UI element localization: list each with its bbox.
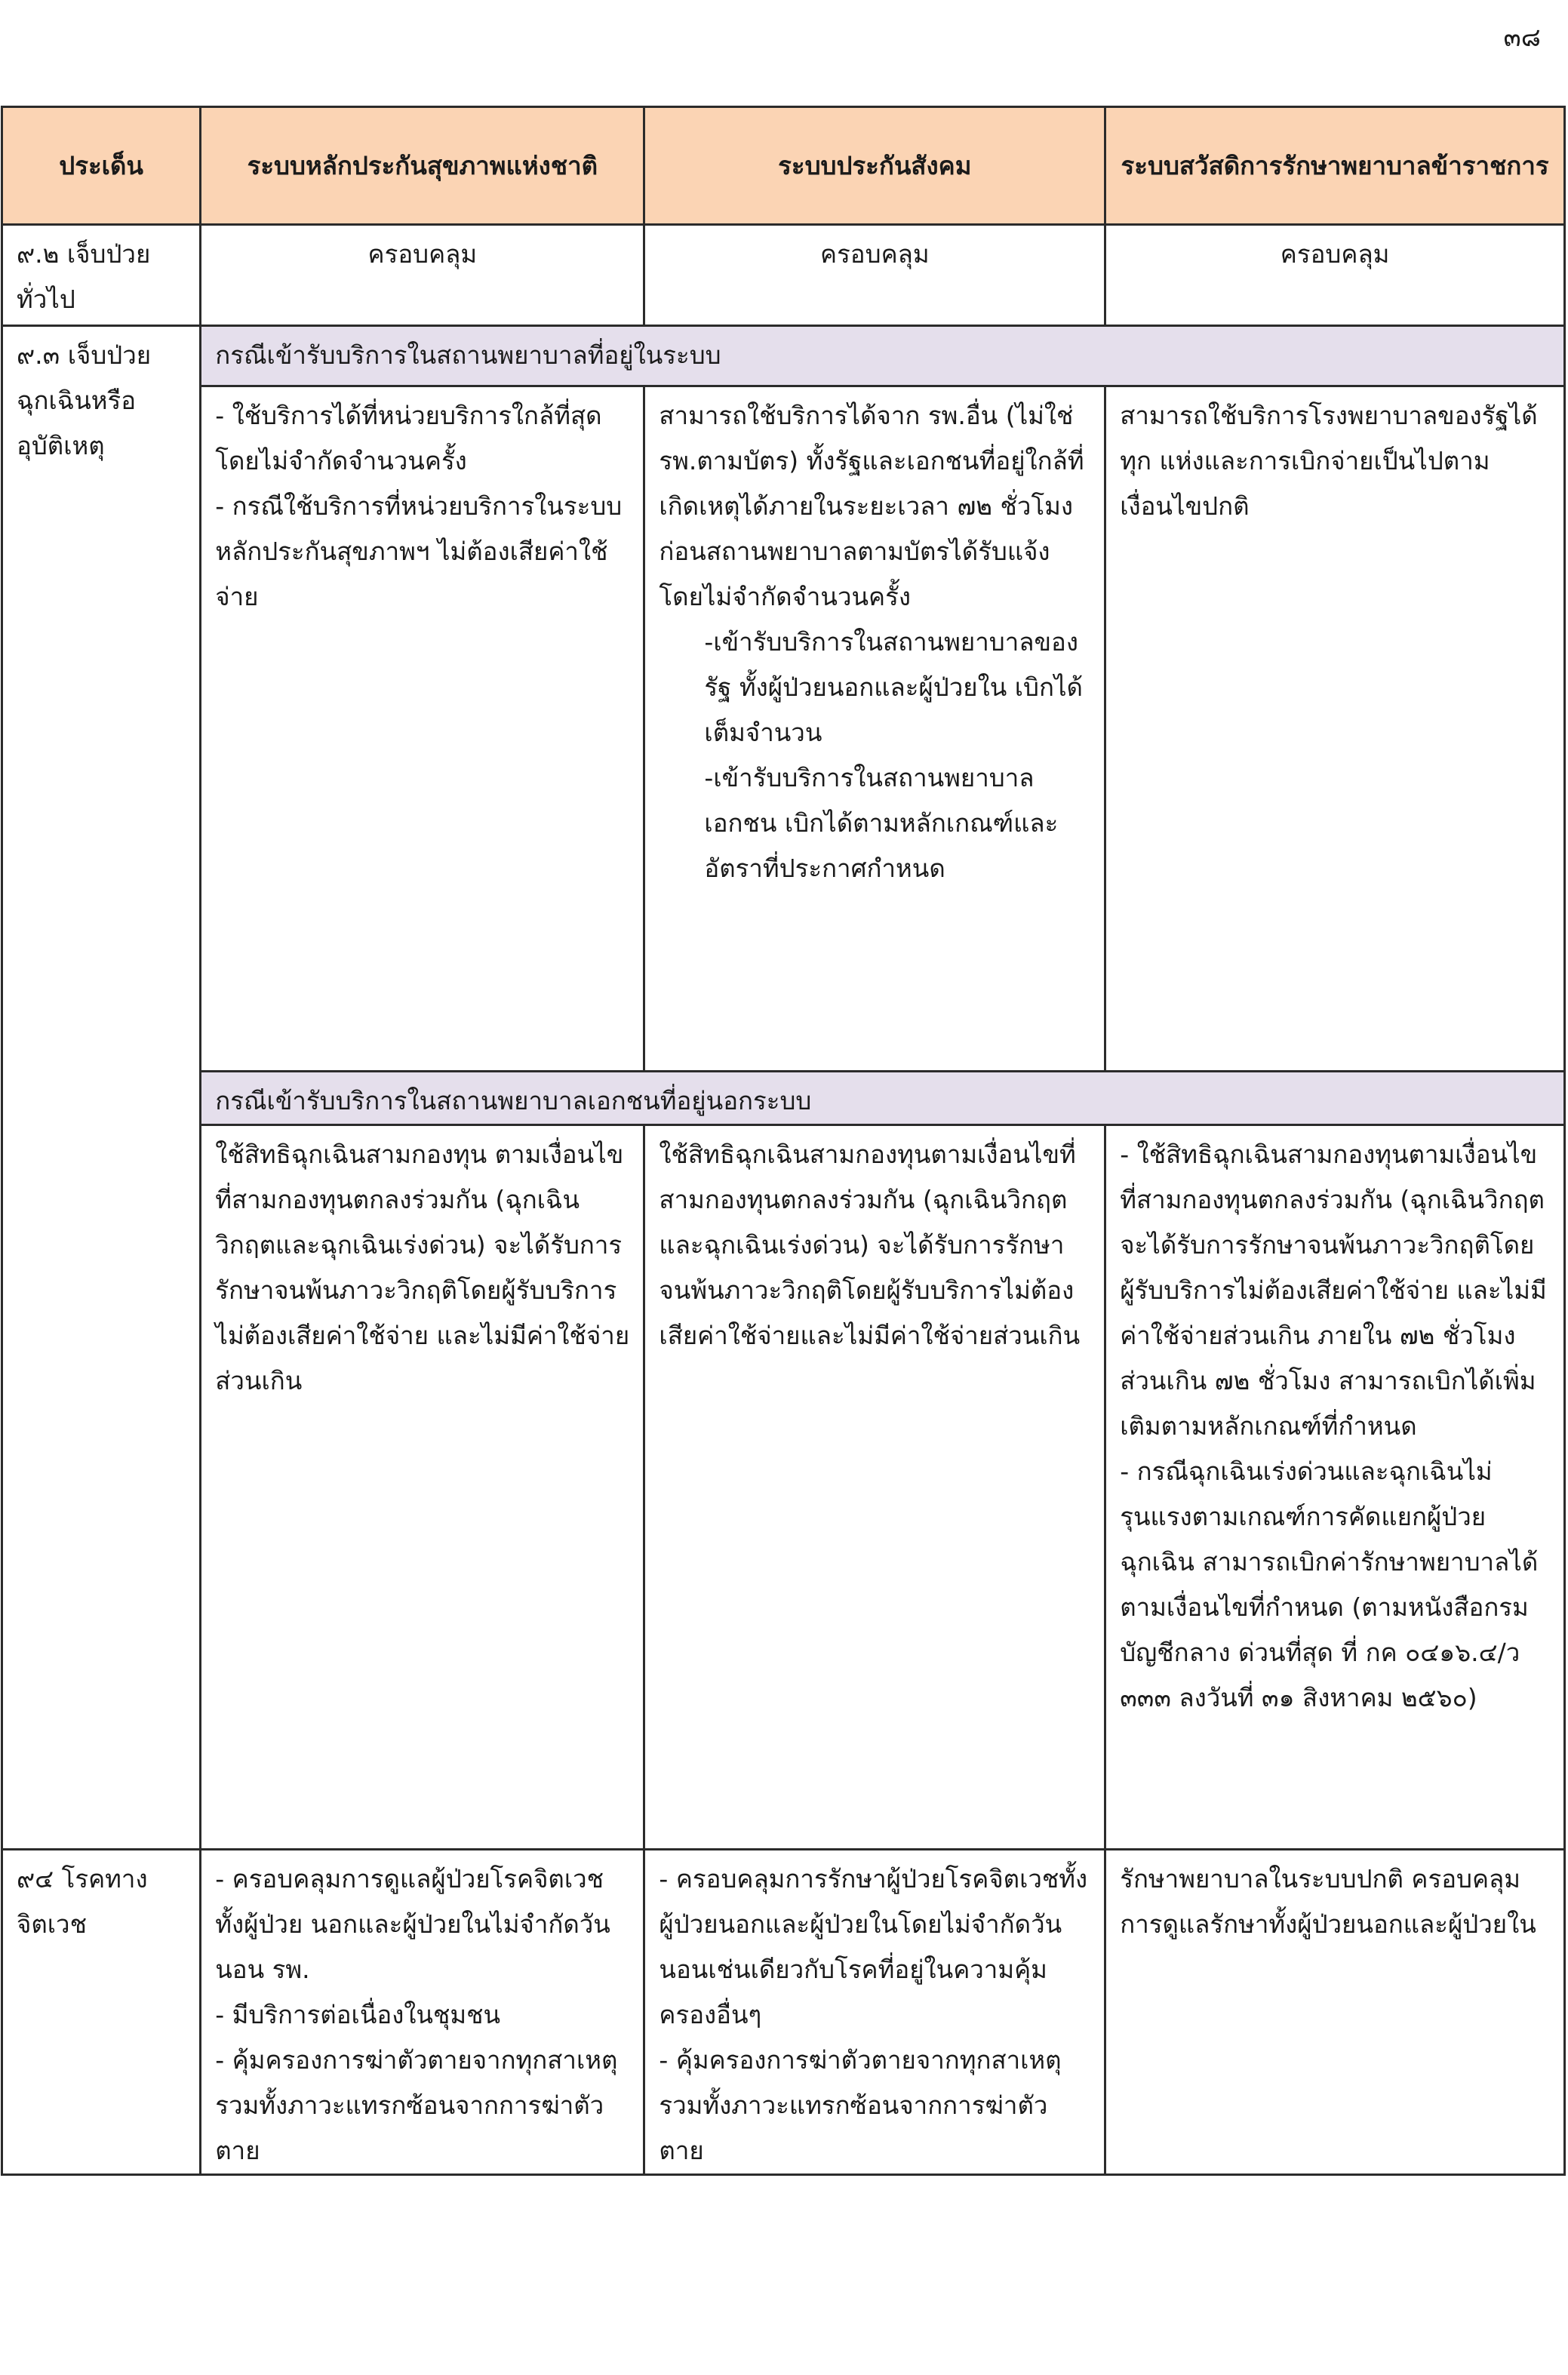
out-network-csmbs [1105, 1125, 1565, 1850]
in-network-sso-line-3: -เข้ารับบริการในสถานพยาบาลเอกชน เบิกได้ตามหลักเกณฑ์และอัตราที่ประกาศกำหนด [704, 763, 1059, 883]
table-row-psychiatric [2, 1850, 1565, 2175]
in-network-sso [644, 386, 1105, 1072]
header-issue: ประเด็น [2, 107, 201, 225]
table-row-emergency-in-network-heading [2, 326, 1565, 386]
header-nhso: ระบบหลักประกันสุขภาพแห่งชาติ [201, 107, 644, 225]
table-header-row [2, 107, 1565, 225]
out-network-sso [644, 1125, 1105, 1850]
psychiatric-sso [644, 1850, 1105, 2175]
page-number: ๓๘ [1503, 23, 1541, 53]
general-nhso: ครอบคลุม [201, 225, 644, 326]
header-csmbs: ระบบสวัสดิการรักษาพยาบาลข้าราชการ [1105, 107, 1565, 225]
psychiatric-csmbs [1105, 1850, 1565, 2175]
out-network-csmbs-line-1: - ใช้สิทธิฉุกเฉินสามกองทุนตามเงื่อนไขที่สามกองทุนตกลงร่วมกัน (ฉุกเฉินวิกฤต จะได้รับการรักษาจนพ้นภาวะวิกฤติโดยผู้รับบริการไม่ต้องเสียค่าใช้จ่าย และไม่มีค่าใช้จ่ายส่วนเกิน ภายใน ๗๒ ชั่วโมง ส่วนเกิน ๗๒ ชั่วโมง สามารถเบิกได้เพิ่มเติมตามหลักเกณฑ์ที่กำหนด [1120, 1140, 1547, 1441]
psychiatric-nhso [201, 1850, 644, 2175]
table-row-emergency-out-network-heading [2, 1072, 1565, 1125]
table-row-emergency-out-network [2, 1125, 1565, 1850]
in-network-nhso-line-1: - ใช้บริการได้ที่หน่วยบริการใกล้ที่สุด โดยไม่จำกัดจำนวนครั้ง [215, 401, 602, 475]
in-network-sso-line-1: สามารถใช้บริการได้จาก รพ.อื่น (ไม่ใช่ รพ.ตามบัตร) ทั้งรัฐและเอกชนที่อยู่ใกล้ที่เกิดเหตุได้ภายในระยะเวลา ๗๒ ชั่วโมงก่อนสถานพยาบาลตามบัตรได้รับแจ้ง โดยไม่จำกัดจำนวนครั้ง [659, 401, 1084, 611]
table-row-general-illness [2, 225, 1565, 326]
in-network-csmbs-line-1: สามารถใช้บริการโรงพยาบาลของรัฐได้ทุก แห่งและการเบิกจ่ายเป็นไปตามเงื่อนไขปกติ [1120, 401, 1538, 521]
in-network-heading: กรณีเข้ารับบริการในสถานพยาบาลที่อยู่ในระบบ [201, 326, 1565, 386]
out-network-sso-line-1: ใช้สิทธิฉุกเฉินสามกองทุนตามเงื่อนไขที่สามกองทุนตกลงร่วมกัน (ฉุกเฉินวิกฤตและฉุกเฉินเร่งด่วน) จะได้รับการรักษาจนพ้นภาวะวิกฤติโดยผู้รับบริการไม่ต้องเสียค่าใช้จ่ายและไม่มีค่าใช้จ่ายส่วนเกิน [659, 1140, 1081, 1350]
psychiatric-nhso-line-3: - คุ้มครองการฆ่าตัวตายจากทุกสาเหตุ รวมทั้งภาวะแทรกซ้อนจากการฆ่าตัวตาย [215, 2045, 618, 2165]
psychiatric-nhso-line-1: - ครอบคลุมการดูแลผู้ป่วยโรคจิตเวชทั้งผู้ป่วย นอกและผู้ป่วยในไม่จำกัดวันนอน รพ. [215, 1864, 610, 1984]
out-network-nhso [201, 1125, 644, 1850]
issue-emergency: ๙.๓ เจ็บป่วยฉุกเฉินหรืออุบัติเหตุ [2, 326, 201, 1850]
psychiatric-sso-line-1: - ครอบคลุมการรักษาผู้ป่วยโรคจิตเวชทั้งผู้ป่วยนอกและผู้ป่วยในโดยไม่จำกัดวันนอนเช่นเดียวกับโรคที่อยู่ในความคุ้มครองอื่นๆ [659, 1864, 1088, 2029]
in-network-nhso-line-2: - กรณีใช้บริการที่หน่วยบริการในระบบหลักประกันสุขภาพฯ ไม่ต้องเสียค่าใช้จ่าย [215, 491, 623, 611]
issue-psychiatric: ๙๔ โรคทางจิตเวช [2, 1850, 201, 2175]
psychiatric-nhso-line-2: - มีบริการต่อเนื่องในชุมชน [215, 2000, 501, 2029]
in-network-sso-line-2: -เข้ารับบริการในสถานพยาบาลของรัฐ ทั้งผู้ป่วยนอกและผู้ป่วยใน เบิกได้เต็มจำนวน [704, 627, 1083, 747]
in-network-nhso [201, 386, 644, 1072]
psychiatric-sso-line-2: - คุ้มครองการฆ่าตัวตายจากทุกสาเหตุ รวมทั้งภาวะแทรกซ้อนจากการฆ่าตัวตาย [659, 2045, 1062, 2165]
out-network-heading: กรณีเข้ารับบริการในสถานพยาบาลเอกชนที่อยู่นอกระบบ [201, 1072, 1565, 1125]
general-sso: ครอบคลุม [644, 225, 1105, 326]
out-network-nhso-line-1: ใช้สิทธิฉุกเฉินสามกองทุน ตามเงื่อนไขที่สามกองทุนตกลงร่วมกัน (ฉุกเฉินวิกฤตและฉุกเฉินเร่งด่วน) จะได้รับการรักษาจนพ้นภาวะวิกฤติโดยผู้รับบริการไม่ต้องเสียค่าใช้จ่าย และไม่มีค่าใช้จ่ายส่วนเกิน [215, 1140, 630, 1395]
table-row-emergency-in-network [2, 386, 1565, 1072]
issue-general-illness: ๙.๒ เจ็บป่วยทั่วไป [2, 225, 201, 326]
psychiatric-csmbs-line-1: รักษาพยาบาลในระบบปกติ ครอบคลุมการดูแลรักษาทั้งผู้ป่วยนอกและผู้ป่วยใน [1120, 1864, 1536, 1939]
header-sso: ระบบประกันสังคม [644, 107, 1105, 225]
out-network-csmbs-line-2: - กรณีฉุกเฉินเร่งด่วนและฉุกเฉินไม่รุนแรงตามเกณฑ์การคัดแยกผู้ป่วยฉุกเฉิน สามารถเบิกค่ารักษาพยาบาลได้ตามเงื่อนไขที่กำหนด (ตามหนังสือกรมบัญชีกลาง ด่วนที่สุด ที่ กค ๐๔๑๖.๔/ว ๓๓๓ ลงวันที่ ๓๑ สิงหาคม ๒๕๖๐) [1120, 1457, 1539, 1712]
benefits-comparison-table [1, 106, 1566, 2176]
in-network-csmbs [1105, 386, 1565, 1072]
general-csmbs: ครอบคลุม [1105, 225, 1565, 326]
